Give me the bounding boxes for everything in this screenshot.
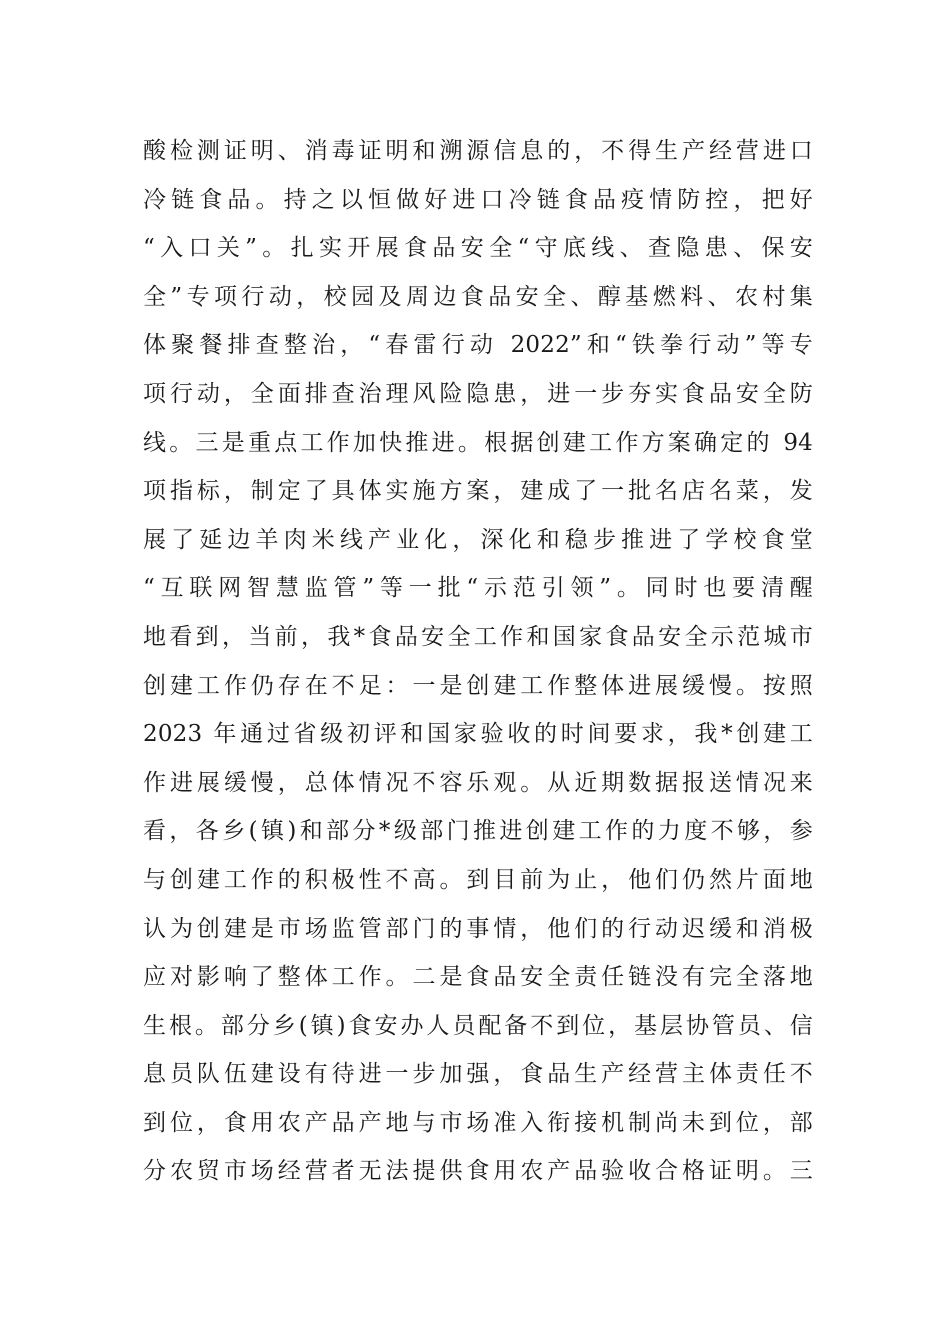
text-line-15: 看，各乡(镇)和部分*级部门推进创建工作的力度不够，参 [143, 818, 813, 845]
text-line-1: 酸检测证明、消毒证明和溯源信息的，不得生产经营进口 [143, 138, 813, 164]
text-line-20: 息员队伍建设有待进一步加强，食品生产经营主体责任不 [143, 1061, 813, 1088]
text-line-3: “入口关”。扎实开展食品安全“守底线、查隐患、保安 [143, 235, 813, 262]
text-line-7: 线。三是重点工作加快推进。根据创建工作方案确定的 94 [143, 429, 813, 456]
text-line-2: 冷链食品。持之以恒做好进口冷链食品疫情防控，把好 [143, 186, 813, 213]
text-line-19: 生根。部分乡(镇)食安办人员配备不到位，基层协管员、信 [143, 1012, 813, 1039]
text-line-8: 项指标，制定了具体实施方案，建成了一批名店名菜，发 [143, 478, 813, 505]
text-line-17: 认为创建是市场监管部门的事情，他们的行动迟缓和消极 [143, 915, 813, 942]
text-line-16: 与创建工作的积极性不高。到目前为止，他们仍然片面地 [143, 866, 813, 893]
text-line-18: 应对影响了整体工作。二是食品安全责任链没有完全落地 [143, 964, 813, 991]
text-line-9: 展了延边羊肉米线产业化，深化和稳步推进了学校食堂 [143, 526, 813, 553]
text-line-11: 地看到，当前，我*食品安全工作和国家食品安全示范城市 [143, 623, 813, 650]
text-line-14: 作进展缓慢，总体情况不容乐观。从近期数据报送情况来 [143, 769, 813, 796]
text-line-21: 到位，食用农产品产地与市场准入衔接机制尚未到位，部 [143, 1109, 813, 1136]
body-text [143, 127, 813, 1196]
text-line-10: “互联网智慧监管”等一批“示范引领”。同时也要清醒 [143, 575, 813, 602]
text-line-4: 全”专项行动，校园及周边食品安全、醇基燃料、农村集 [143, 283, 813, 310]
text-line-12: 创建工作仍存在不足：一是创建工作整体进展缓慢。按照 [143, 672, 813, 699]
text-line-5: 体聚餐排查整治，“春雷行动 2022”和“铁拳行动”等专 [143, 332, 813, 359]
text-line-22: 分农贸市场经营者无法提供食用农产品验收合格证明。三 [143, 1158, 813, 1185]
text-line-13: 2023 年通过省级初评和国家验收的时间要求，我*创建工 [143, 721, 813, 748]
text-line-6: 项行动，全面排查治理风险隐患，进一步夯实食品安全防 [143, 380, 813, 407]
